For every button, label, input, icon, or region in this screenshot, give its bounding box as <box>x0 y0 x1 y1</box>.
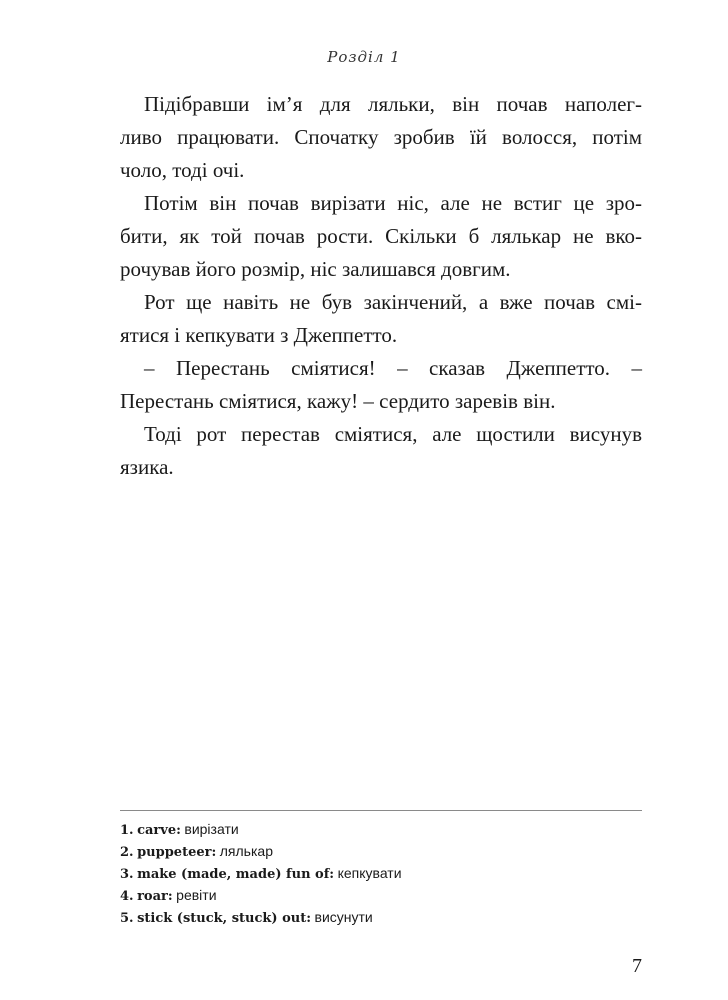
text-line: Перестань сміятися, кажу! – сердито заревів він. <box>120 389 556 413</box>
footnote <box>120 841 642 863</box>
footnote-number: 2. <box>120 845 134 860</box>
footnote-number: 4. <box>120 889 134 904</box>
paragraph <box>120 418 642 484</box>
text-line: ливо працювати. Спочатку зробив їй волосся, потім <box>120 125 642 149</box>
footnote-term: carve: <box>137 823 181 838</box>
text-line: ятися і кепкувати з Джеппетто. <box>120 323 398 347</box>
footnote-term: roar: <box>137 889 173 904</box>
text-line: Підібравши ім’я для ляльки, він почав наполег- <box>144 92 642 116</box>
footnote-gloss: вирізати <box>184 821 239 837</box>
footnote-number: 3. <box>120 867 134 882</box>
paragraph <box>120 352 642 418</box>
paragraph <box>120 187 642 286</box>
footnote-number: 1. <box>120 823 134 838</box>
footnote-number: 5. <box>120 911 134 926</box>
text-line: Потім він почав вирізати ніс, але не встиг це зро- <box>144 191 642 215</box>
footnote <box>120 863 642 885</box>
footnote <box>120 819 642 841</box>
text-line: – Перестань сміятися! – сказав Джеппетто. – <box>144 356 642 380</box>
footnote <box>120 907 642 929</box>
paragraph <box>120 286 642 352</box>
footnotes <box>120 819 642 929</box>
text-line: рочував його розмір, ніс залишався довгим. <box>120 257 511 281</box>
text-line: бити, як той почав рости. Скільки б лялькар не вко- <box>120 224 642 248</box>
footnote-term: make (made, made) fun of: <box>137 867 335 882</box>
footnote-gloss: кепкувати <box>337 865 402 881</box>
body-text <box>120 88 642 484</box>
footnote-gloss: ревіти <box>176 887 217 903</box>
footnote-divider <box>120 810 642 811</box>
footnote-term: puppeteer: <box>137 845 217 860</box>
page-number: 7 <box>632 955 642 977</box>
text-line: язика. <box>120 455 174 479</box>
chapter-header: Розділ 1 <box>327 48 401 66</box>
footnote-gloss: висунути <box>314 909 373 925</box>
footnote <box>120 885 642 907</box>
text-line: Тоді рот перестав сміятися, але щостили висунув <box>144 422 642 446</box>
text-line: Рот ще навіть не був закінчений, а вже почав смі- <box>144 290 642 314</box>
text-line: чоло, тоді очі. <box>120 158 245 182</box>
footnote-term: stick (stuck, stuck) out: <box>137 911 311 926</box>
paragraph <box>120 88 642 187</box>
footnote-gloss: лялькар <box>219 843 273 859</box>
